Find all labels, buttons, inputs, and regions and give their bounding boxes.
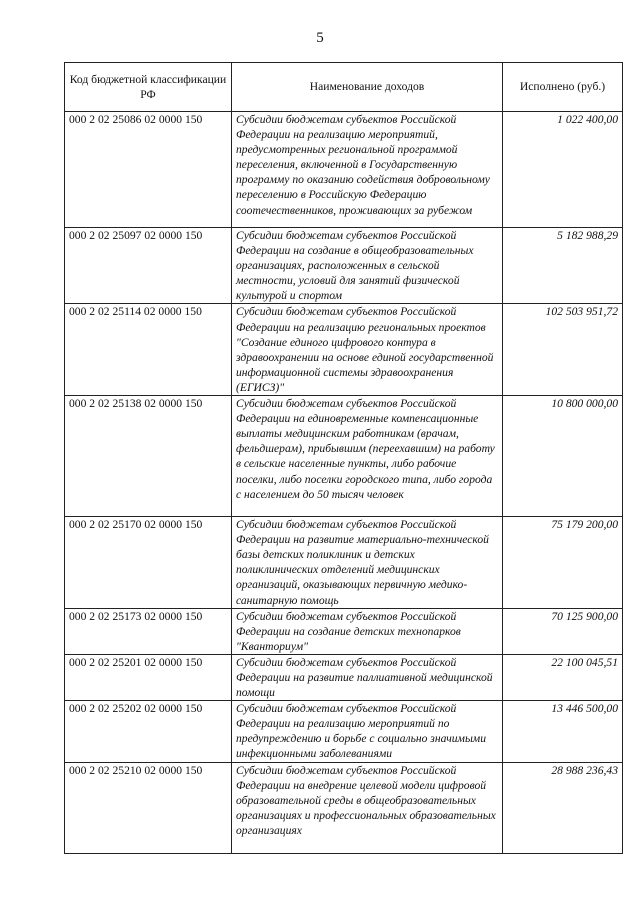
row-code: 000 2 02 25170 02 0000 150 (65, 517, 232, 609)
row-name-text: Субсидии бюджетам субъектов Российской Федерации на реализацию мероприятий по предупреждению и борьбе с социально значимыми инфекционными заболеваниями (236, 702, 486, 761)
header-amount: Исполнено (руб.) (503, 63, 623, 112)
row-code: 000 2 02 25114 02 0000 150 (65, 304, 232, 396)
row-code: 000 2 02 25201 02 0000 150 (65, 654, 232, 700)
row-name (232, 304, 503, 396)
table-row (65, 112, 623, 228)
row-name (232, 396, 503, 517)
row-name (232, 517, 503, 609)
row-name (232, 228, 503, 304)
row-code: 000 2 02 25086 02 0000 150 (65, 112, 232, 228)
row-name (232, 762, 503, 853)
header-name: Наименование доходов (232, 63, 503, 112)
row-name-text: Субсидии бюджетам субъектов Российской Федерации на создание детских технопарков "Кванториум" (236, 609, 461, 653)
table-row (65, 608, 623, 654)
revenue-table (64, 62, 623, 854)
table-row (65, 701, 623, 762)
table-row (65, 654, 623, 700)
header-code: Код бюджетной классификации РФ (65, 63, 232, 112)
row-amount: 28 988 236,43 (503, 762, 623, 853)
row-name (232, 608, 503, 654)
table-row (65, 517, 623, 609)
row-name-text: Субсидии бюджетам субъектов Российской Федерации на единовременные компенсационные выплаты медицинским работникам (врачам, фельдшерам), прибывшим (переехавшим) на работу в сельские населенные пункты, либо рабочие поселки, либо поселки городского типа, либо города с населением до 50 тысяч человек (236, 397, 495, 501)
row-name-text: Субсидии бюджетам субъектов Российской Федерации на развитие паллиативной медицинской помощи (236, 655, 493, 700)
row-amount: 1 022 400,00 (503, 112, 623, 228)
row-code: 000 2 02 25138 02 0000 150 (65, 396, 232, 517)
row-code: 000 2 02 25097 02 0000 150 (65, 228, 232, 304)
table-row (65, 304, 623, 396)
row-amount: 10 800 000,00 (503, 396, 623, 517)
row-name (232, 701, 503, 762)
row-code: 000 2 02 25173 02 0000 150 (65, 608, 232, 654)
row-amount: 102 503 951,72 (503, 304, 623, 396)
table-row (65, 762, 623, 853)
row-amount: 22 100 045,51 (503, 654, 623, 700)
row-name-text: Субсидии бюджетам субъектов Российской Федерации на внедрение целевой модели цифровой образовательной среды в общеобразовательных организациях и профессиональных образовательных организациях (236, 763, 496, 837)
row-code: 000 2 02 25202 02 0000 150 (65, 701, 232, 762)
row-name (232, 654, 503, 700)
table-header-row (65, 63, 623, 112)
row-amount: 5 182 988,29 (503, 228, 623, 304)
row-name-text: Субсидии бюджетам субъектов Российской Федерации на реализацию региональных проектов "Создание единого цифрового контура в здравоохранении на основе единой государственной информационной системы здравоохранения (ЕГИСЗ)" (236, 305, 494, 394)
row-amount: 75 179 200,00 (503, 517, 623, 609)
row-code: 000 2 02 25210 02 0000 150 (65, 762, 232, 853)
row-name (232, 112, 503, 228)
row-name-text: Субсидии бюджетам субъектов Российской Федерации на создание в общеобразовательных организациях, расположенных в сельской местности, условий для занятий физической культурой и спортом (236, 229, 474, 303)
row-name-text: Субсидии бюджетам субъектов Российской Федерации на реализацию мероприятий, предусмотренных региональной программой переселения, включенной в Государственную программу по оказанию содействия добровольному переселению в Российскую Федерацию соотечественников, проживающих за рубежом (236, 113, 490, 217)
row-amount: 13 446 500,00 (503, 701, 623, 762)
page-number: 5 (316, 30, 324, 46)
table-row (65, 396, 623, 517)
table-row (65, 228, 623, 304)
row-amount: 70 125 900,00 (503, 608, 623, 654)
row-name-text: Субсидии бюджетам субъектов Российской Федерации на развитие материально-технической базы детских поликлиник и детских поликлинических отделений медицинских организаций, оказывающих первичную медико-санитарную помощь (236, 518, 489, 607)
